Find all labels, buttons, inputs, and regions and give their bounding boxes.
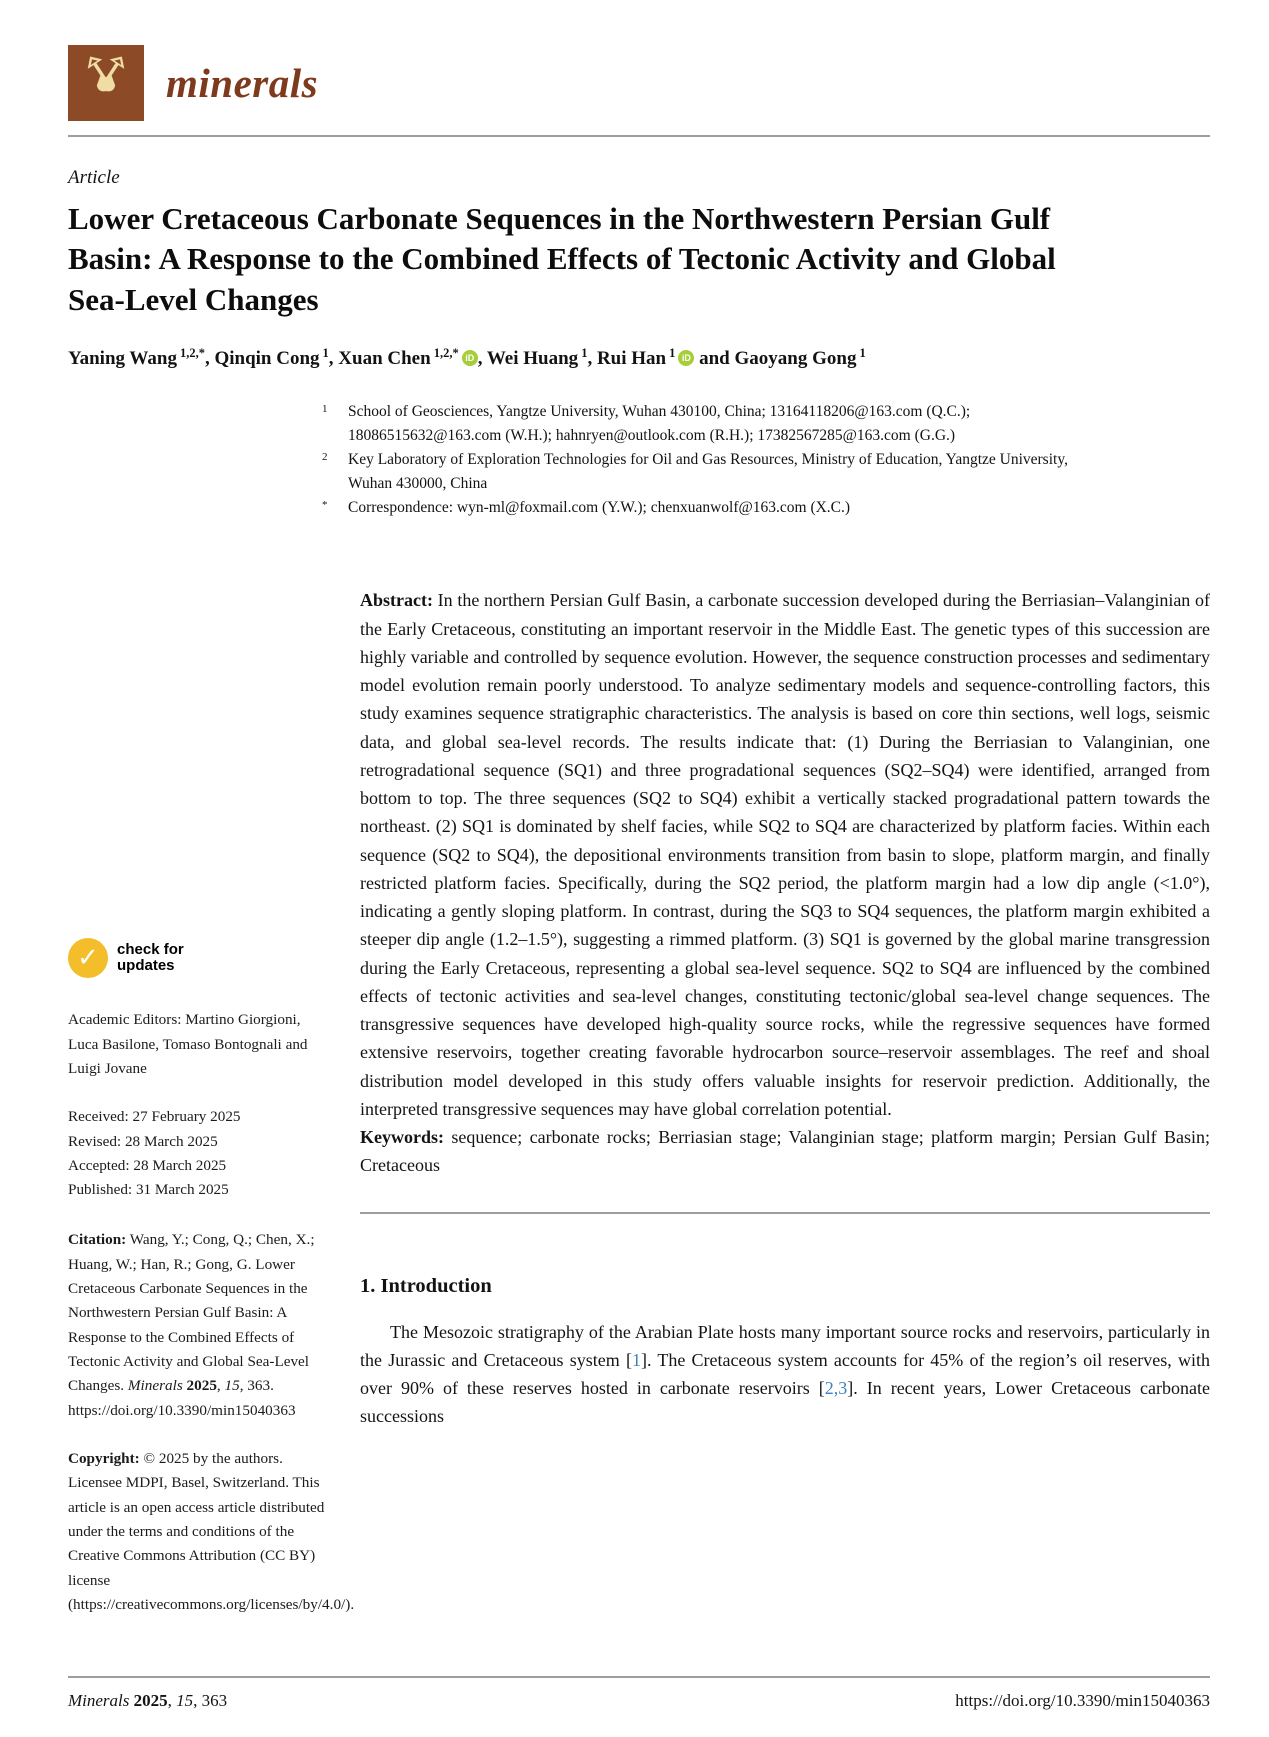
affiliation-text: Correspondence: wyn-ml@foxmail.com (Y.W.); chenxuanwolf@163.com (X.C.): [348, 499, 851, 517]
journal-header: [68, 44, 1210, 122]
copyright-note: Copyright: © 2025 by the authors. Licensee MDPI, Basel, Switzerland. This article is an open access article distributed under the terms and conditions of the Creative Commons Attribution (CC BY) license (https://creativecommons.org/licenses/by/4.0/).: [68, 1449, 355, 1613]
content-columns: [68, 546, 1210, 1641]
affiliation-item: [322, 400, 1104, 448]
check-for-updates-badge[interactable]: [68, 938, 334, 978]
affiliation-text: Key Laboratory of Exploration Technologies for Oil and Gas Resources, Ministry of Education, Yangtze University, Wuhan 430000, China: [348, 451, 1068, 493]
affiliation-item: [322, 448, 1104, 496]
author-affil-sup: 1: [322, 345, 329, 360]
affiliation-marker: 2: [322, 451, 328, 464]
sidebar: [68, 546, 355, 1641]
author: Qinqin Cong $^1$,: [214, 345, 339, 370]
orcid-icon[interactable]: iD: [678, 350, 694, 366]
author-affil-sup: 1,2,*: [179, 345, 205, 360]
affiliations: [322, 400, 1104, 520]
citation-label: Citation:: [68, 1231, 127, 1249]
author: Rui Han $^1$ iD and: [596, 345, 735, 370]
abstract-label: Abstract:: [360, 590, 433, 611]
author: Wei Huang $^1$,: [486, 345, 597, 370]
footer-journal-citation: Minerals 2025, 15, 363: [68, 1691, 228, 1710]
page-footer: [68, 1676, 1210, 1711]
author-affil-sup: 1: [669, 345, 676, 360]
author-affil-sup: 1,2,*: [433, 345, 459, 360]
check-for-updates-label: check for updates: [117, 941, 184, 975]
revised-date: Revised: 28 March 2025: [68, 1132, 218, 1150]
article-history: [68, 1105, 334, 1202]
abstract: Abstract: In the northern Persian Gulf Basin, a carbonate succession developed during the Berriasian–Valanginian of the Early Cretaceous, constituting an important reservoir in the Middle East. The genetic types of this succession are highly variable and controlled by sequence evolution. However, the sequence construction processes and sedimentary model evolution remain poorly understood. To analyze sedimentary models and sequence-controlling factors, this study examines sequence stratigraphic characteristics. The analysis is based on core thin sections, well logs, seismic data, and global sea-level records. The results indicate that: (1) During the Berriasian to Valanginian, one retrogradational sequence (SQ1) and three progradational sequences (SQ2–SQ4) were identified, arranged from bottom to top. The three sequences (SQ2 to SQ4) exhibit a vertically stacked progradational pattern towards the northeast. (2) SQ1 is dominated by shelf facies, while SQ2 to SQ4 are characterized by platform facies. Within each sequence (SQ2 to SQ4), the depositional environments transition from basin to slope, platform margin, and finally restricted platform facies. Specifically, during the SQ2 period, the platform margin had a low dip angle (<1.0°), indicating a gently sloping platform. In contrast, during the SQ3 to SQ4 sequences, the platform margin exhibited a steeper dip angle (1.2–1.5°), suggesting a rimmed platform. (3) SQ1 is governed by the global marine transgression during the Early Cretaceous, representing a global sea-level sequence. SQ2 to SQ4 are influenced by the combined effects of tectonic activities and sea-level changes, constituting tectonic/global sea-level change sequences. The transgressive sequences have developed high-quality source rocks, while the regressive sequences have formed extensive reservoirs, together creating favorable hydrocarbon source–reservoir assemblages. The reef and shoal distribution model developed in this study offers valuable insights for reservoir prediction. Additionally, the interpreted transgressive sequences may have global correlation potential.: [360, 590, 1210, 1119]
footer-divider: [68, 1676, 1210, 1678]
orcid-icon[interactable]: iD: [462, 350, 478, 366]
author: Yaning Wang $^{1,2,*}$,: [68, 345, 215, 370]
affiliation-text: School of Geosciences, Yangtze University, Wuhan 430100, China; 13164118206@163.com (Q.C.); 18086515632@163.com (W.H.); hahnryen@outlook.com (R.H.); 17382567285@163.com (G.G.): [348, 403, 971, 445]
published-date: Published: 31 March 2025: [68, 1181, 229, 1199]
journal-name: minerals: [166, 60, 319, 106]
main-column: [360, 546, 1210, 1641]
header-divider: [68, 135, 1210, 137]
accepted-date: Accepted: 28 March 2025: [68, 1156, 227, 1174]
footer-row: [68, 1691, 1210, 1711]
author-affil-sup: 1: [859, 345, 866, 360]
article-type-label: Article: [68, 167, 120, 188]
check-icon: ✓: [68, 938, 108, 978]
reference-link-2-3[interactable]: 2,3: [824, 1378, 848, 1399]
author-line: [68, 346, 1210, 370]
affiliation-marker: *: [322, 499, 328, 512]
author: Gaoyang Gong $^1$: [734, 345, 866, 370]
keywords-divider: [360, 1212, 1210, 1214]
citation-note: Citation: Wang, Y.; Cong, Q.; Chen, X.; Huang, W.; Han, R.; Gong, G. Lower Cretaceous Carbonate Sequences in the Northwestern Persian Gulf Basin: A Response to the Combined Effects of Tectonic Activity and Global Sea-Level Changes. Minerals 2025, 15, 363. https://doi.org/10.3390/min15040363: [68, 1231, 315, 1419]
section-heading-introduction: 1. Introduction: [360, 1274, 492, 1297]
author: Xuan Chen $^{1,2,*}$ iD ,: [338, 345, 487, 370]
affiliation-item: [322, 496, 1104, 520]
footer-doi-link[interactable]: https://doi.org/10.3390/min15040363: [955, 1691, 1210, 1710]
minerals-logo[interactable]: [68, 45, 144, 121]
introduction-paragraph: The Mesozoic stratigraphy of the Arabian Plate hosts many important source rocks and reservoirs, particularly in the Jurassic and Cretaceous system [1]. The Cretaceous system accounts for 45% of the region’s oil reserves, with over 90% of these reserves hosted in carbonate reservoirs [2,3]. In recent years, Lower Cretaceous carbonate successions: [360, 1321, 1210, 1427]
copyright-label: Copyright:: [68, 1449, 140, 1467]
reference-link-1[interactable]: 1: [631, 1349, 641, 1370]
keywords-label: Keywords:: [360, 1127, 444, 1148]
received-date: Received: 27 February 2025: [68, 1108, 241, 1126]
academic-editors: Academic Editors: Martino Giorgioni, Luca Basilone, Tomaso Bontognali and Luigi Jovane: [68, 1011, 308, 1077]
author-affil-sup: 1: [581, 345, 588, 360]
keywords: Keywords: sequence; carbonate rocks; Berriasian stage; Valanginian stage; platform margin; Persian Gulf Basin; Cretaceous: [360, 1127, 1210, 1176]
article-title: Lower Cretaceous Carbonate Sequences in the Northwestern Persian Gulf Basin: A Response to the Combined Effects of Tectonic Activity and Global Sea-Level Changes: [68, 201, 1056, 317]
crossed-shovels-icon: [75, 50, 137, 117]
affiliation-marker: 1: [322, 403, 328, 416]
